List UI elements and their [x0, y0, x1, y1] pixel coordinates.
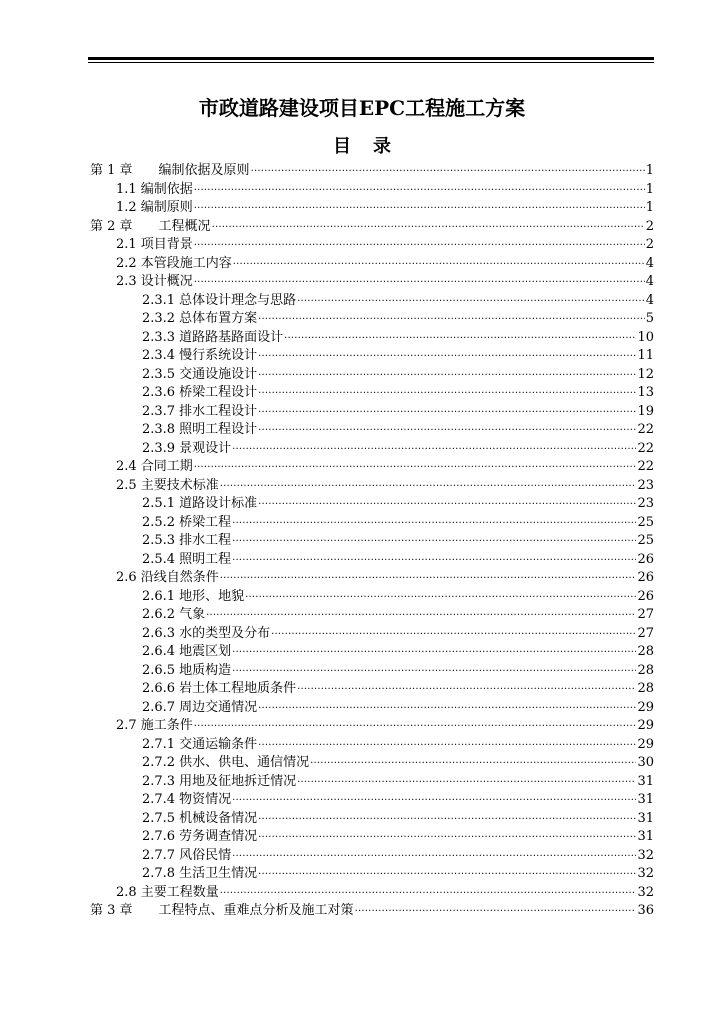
- toc-entry-title: 水的类型及分布: [179, 625, 271, 641]
- toc-entry-number: 2.6.4: [142, 644, 176, 659]
- toc-entry-page: 10: [637, 329, 654, 345]
- toc-entry-number: 第 2 章: [90, 218, 133, 234]
- toc-entry-number: 2.2: [116, 255, 137, 271]
- toc-dot-leader: [232, 511, 636, 531]
- toc-dot-leader: [297, 770, 636, 790]
- toc-heading-char-2: 录: [373, 136, 391, 157]
- toc-dot-leader: [258, 344, 636, 364]
- toc-dot-leader: [284, 326, 636, 346]
- toc-dot-leader: [258, 696, 636, 716]
- toc-entry-number: 2.3.8: [142, 422, 176, 437]
- toc-entry-title: 道路路基路面设计: [179, 329, 284, 345]
- toc-entry-title: 合同工期: [140, 459, 193, 474]
- toc-entry-page: 27: [637, 625, 654, 641]
- toc-entry-page: 26: [637, 551, 654, 567]
- toc-entry-title: 排水工程: [179, 533, 232, 548]
- toc-entry-number: 2.4: [116, 459, 137, 474]
- toc-entry-title: 景观设计: [179, 440, 232, 456]
- toc-dot-leader: [297, 677, 636, 697]
- toc-dot-leader: [232, 437, 636, 457]
- toc-entry-page: 13: [637, 385, 654, 400]
- toc-entry-title: 设计概况: [140, 274, 193, 289]
- toc-entry-page: 4: [645, 292, 654, 308]
- toc-entry-title: 编制依据: [140, 181, 193, 197]
- toc-entry-number: 2.7.5: [142, 810, 176, 826]
- toc-entry-number: 2.5.2: [142, 514, 176, 530]
- toc-dot-leader: [258, 862, 636, 882]
- toc-entry-page: 5: [645, 311, 654, 326]
- toc-dot-leader: [212, 215, 645, 235]
- toc-entry-title: 供水、供电、通信情况: [179, 755, 310, 770]
- toc-entry-number: 2.6.7: [142, 699, 176, 715]
- toc-entry-page: 28: [637, 662, 654, 678]
- toc-entry-page: 29: [637, 699, 654, 715]
- toc-entry-number: 第 1 章: [90, 163, 133, 178]
- toc-entry-title: 地质构造: [179, 662, 232, 678]
- toc-entry-page: 11: [637, 348, 654, 363]
- toc-entry-page: 32: [637, 866, 654, 881]
- toc-dot-leader: [220, 881, 637, 901]
- toc-entry-title: 道路设计标准: [179, 496, 258, 511]
- toc-entry-title: 生活卫生情况: [179, 866, 258, 881]
- toc-entry-title: 气象: [179, 607, 206, 622]
- toc-entry-page: 2: [645, 237, 654, 252]
- toc-entry-page: 23: [637, 477, 654, 493]
- toc-entry-number: 2.5.3: [142, 533, 176, 548]
- toc-entry-page: 4: [645, 255, 654, 271]
- toc-entry-title: 岩土体工程地质条件: [179, 681, 297, 696]
- toc-entry-number: 2.7: [116, 718, 137, 733]
- toc-entry-title: 照明工程: [179, 551, 232, 567]
- toc-entry-number: 第 3 章: [90, 903, 133, 918]
- toc-dot-leader: [258, 492, 636, 512]
- toc-dot-leader: [258, 807, 636, 827]
- toc-entry-number: 2.3.9: [142, 440, 176, 456]
- toc-dot-leader: [206, 603, 636, 623]
- toc-dot-leader: [258, 825, 636, 845]
- toc-entry-title: 劳务调查情况: [179, 829, 258, 844]
- toc-entry-page: 29: [637, 718, 654, 733]
- toc-entry-number: 1.1: [116, 181, 137, 197]
- toc-entry-title: 项目背景: [140, 237, 193, 252]
- toc-dot-leader: [194, 270, 645, 290]
- toc-entry-page: 29: [637, 736, 654, 752]
- toc-dot-leader: [355, 899, 637, 919]
- toc-dot-leader: [232, 844, 636, 864]
- toc-entry-title: 地形、地貌: [179, 588, 245, 604]
- toc-entry-title: 物资情况: [179, 792, 232, 807]
- toc-entry-page: 32: [637, 884, 654, 900]
- toc-entry-page: 1: [645, 200, 654, 215]
- toc-entry-number: 2.7.2: [142, 755, 176, 770]
- toc-entry-title: 工程概况: [158, 218, 211, 234]
- toc-entry-page: 25: [637, 533, 654, 548]
- toc-entry-number: 2.6: [116, 570, 137, 585]
- toc-entry[interactable]: [90, 902, 654, 921]
- toc-entry-page: 26: [637, 570, 654, 585]
- toc-dot-leader: [194, 714, 637, 734]
- toc-entry-title: 照明工程设计: [179, 422, 258, 437]
- toc-entry-number: 2.3.7: [142, 403, 176, 419]
- toc-entry-page: 32: [637, 847, 654, 863]
- toc-dot-leader: [232, 788, 636, 808]
- toc-dot-leader: [194, 178, 645, 198]
- toc-dot-leader: [297, 289, 645, 309]
- toc-entry-title: 本管段施工内容: [140, 255, 232, 271]
- toc-dot-leader: [258, 307, 645, 327]
- toc-entry-page: 4: [645, 274, 654, 289]
- toc-entry-title: 总体设计理念与思路: [179, 292, 297, 308]
- toc-entry-title: 周边交通情况: [179, 699, 258, 715]
- toc-entry-number: 2.7.7: [142, 847, 176, 863]
- toc-dot-leader: [194, 233, 645, 253]
- toc-entry-number: 2.7.6: [142, 829, 176, 844]
- toc-entry-page: 1: [645, 163, 654, 178]
- toc-entry-number: 2.6.2: [142, 607, 176, 622]
- toc-entry-title: 沿线自然条件: [140, 570, 219, 585]
- toc-entry-title: 编制原则: [140, 200, 193, 215]
- toc-entry-title: 风俗民情: [179, 847, 232, 863]
- toc-entry-number: 2.7.3: [142, 773, 176, 789]
- header-rule: [88, 57, 654, 60]
- toc-heading: [0, 132, 724, 158]
- toc-entry-number: 2.6.5: [142, 662, 176, 678]
- toc-entry-page: 31: [637, 810, 654, 826]
- toc-entry-page: 12: [637, 366, 654, 382]
- toc-entry-title: 机械设备情况: [179, 810, 258, 826]
- toc-entry-page: 31: [637, 829, 654, 844]
- toc-entry-number: 2.7.4: [142, 792, 176, 807]
- toc-entry-number: 2.5.1: [142, 496, 176, 511]
- toc-dot-leader: [232, 529, 636, 549]
- toc-entry-title: 施工条件: [140, 718, 193, 733]
- toc-entry-number: 2.8: [116, 884, 137, 900]
- toc-entry-title: 工程特点、重难点分析及施工对策: [158, 903, 354, 918]
- toc-entry-number: 2.6.1: [142, 588, 176, 604]
- toc-dot-leader: [310, 751, 636, 771]
- toc-entry-page: 25: [637, 514, 654, 530]
- toc-dot-leader: [258, 733, 636, 753]
- toc-entry-number: 2.3.3: [142, 329, 176, 345]
- toc-entry-title: 桥梁工程: [179, 514, 232, 530]
- header-rule-thin: [88, 62, 654, 63]
- toc-entry-page: 23: [637, 496, 654, 511]
- toc-entry-page: 28: [637, 644, 654, 659]
- toc-dot-leader: [258, 363, 636, 383]
- toc-entry-number: 2.3.2: [142, 311, 176, 326]
- toc-entry-number: 2.5: [116, 477, 137, 493]
- toc-entry-page: 2: [645, 218, 654, 234]
- toc-dot-leader: [232, 640, 636, 660]
- toc-entry-number: 2.1: [116, 237, 137, 252]
- toc-dot-leader: [251, 159, 645, 179]
- toc-entry-title: 桥梁工程设计: [179, 385, 258, 400]
- toc-entry-number: 1.2: [116, 200, 137, 215]
- toc-entry-page: 27: [637, 607, 654, 622]
- toc-dot-leader: [258, 381, 636, 401]
- toc-dot-leader: [271, 622, 636, 642]
- toc-entry-number: 2.5.4: [142, 551, 176, 567]
- toc-entry-page: 1: [645, 181, 654, 197]
- toc-entry-number: 2.3.1: [142, 292, 176, 308]
- toc-entry-page: 22: [637, 459, 654, 474]
- toc-entry-number: 2.3: [116, 274, 137, 289]
- toc-entry-title: 编制依据及原则: [158, 163, 250, 178]
- toc-entry-page: 22: [637, 440, 654, 456]
- toc-entry-page: 31: [637, 773, 654, 789]
- toc-entry-page: 31: [637, 792, 654, 807]
- toc-heading-char-1: 目: [333, 136, 351, 157]
- toc-entry-title: 主要技术标准: [140, 477, 219, 493]
- toc-dot-leader: [194, 455, 637, 475]
- toc-entry-number: 2.3.6: [142, 385, 176, 400]
- toc-entry-page: 26: [637, 588, 654, 604]
- toc-entry-title: 用地及征地拆迁情况: [179, 773, 297, 789]
- toc-dot-leader: [220, 566, 637, 586]
- toc-dot-leader: [258, 400, 636, 420]
- toc-entry-title: 总体布置方案: [179, 311, 258, 326]
- toc-entry-title: 地震区划: [179, 644, 232, 659]
- toc-entry-title: 交通设施设计: [179, 366, 258, 382]
- toc-entry-page: 22: [637, 422, 654, 437]
- toc-entry-title: 慢行系统设计: [179, 348, 258, 363]
- toc-entry-page: 19: [637, 403, 654, 419]
- toc-dot-leader: [245, 585, 636, 605]
- toc-entry-number: 2.3.5: [142, 366, 176, 382]
- toc-entry-number: 2.6.3: [142, 625, 176, 641]
- document-title: 市政道路建设项目EPC工程施工方案: [198, 96, 526, 120]
- toc-dot-leader: [232, 548, 636, 568]
- toc-dot-leader: [233, 252, 645, 272]
- toc-entry-number: 2.7.8: [142, 866, 176, 881]
- toc-entry-title: 主要工程数量: [140, 884, 219, 900]
- toc-entry-page: 28: [637, 681, 654, 696]
- toc-entry-number: 2.3.4: [142, 348, 176, 363]
- toc-entry-page: 30: [637, 755, 654, 770]
- table-of-contents: [90, 162, 654, 921]
- toc-entry-page: 36: [637, 903, 654, 918]
- toc-entry-title: 排水工程设计: [179, 403, 258, 419]
- toc-dot-leader: [258, 418, 636, 438]
- toc-dot-leader: [220, 474, 637, 494]
- toc-dot-leader: [232, 659, 636, 679]
- toc-entry-title: 交通运输条件: [179, 736, 258, 752]
- toc-dot-leader: [194, 196, 645, 216]
- toc-entry-number: 2.7.1: [142, 736, 176, 752]
- toc-entry-number: 2.6.6: [142, 681, 176, 696]
